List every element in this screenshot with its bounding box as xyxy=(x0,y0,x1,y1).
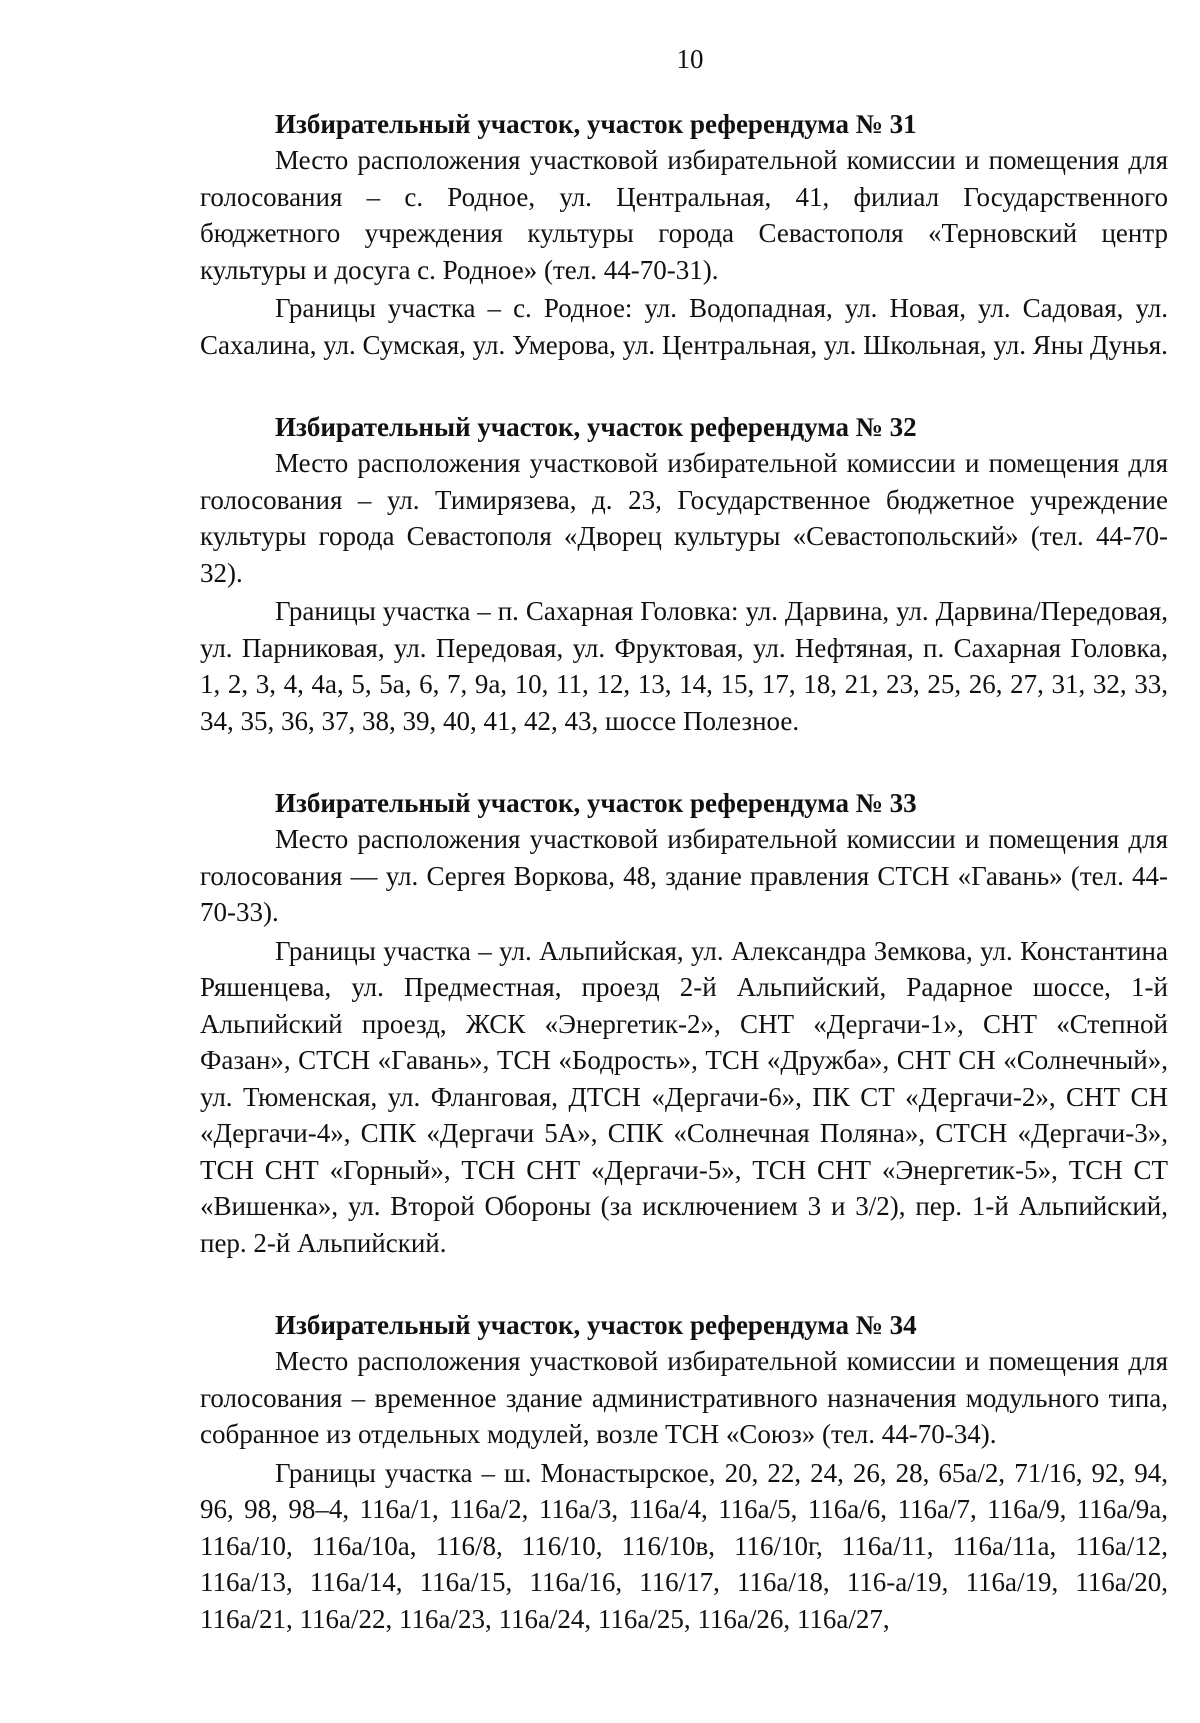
boundaries-paragraph: Границы участка – п. Сахарная Головка: ул. Дарвина, ул. Дарвина/Передовая, ул. Парниковая, ул. Передовая, ул. Фруктовая, ул. Нефтяная, п. Сахарная Головка, 1, 2, 3, 4, 4а, 5, 5а, 6, 7, 9а, 10, 11, 12, 13, 14, 15, 17, 18, 21, 23, 25, 26, 27, 31, 32, 33, 34, 35, 36, 37, 38, 39, 40, 41, 42, 43, шоссе Полезное. xyxy=(200,596,1168,736)
location-paragraph: Место расположения участковой избирательной комиссии и помещения для голосования – временное здание административного назначения модульного типа, собранное из отдельных модулей, возле ТСН «Союз» (тел. 44-70-34). xyxy=(200,1346,1168,1449)
section-title: Избирательный участок, участок референдума № 34 xyxy=(275,1310,917,1340)
polling-station-33 xyxy=(200,785,1168,1261)
polling-station-31 xyxy=(200,106,1168,363)
location-paragraph: Место расположения участковой избирательной комиссии и помещения для голосования — ул. Сергея Воркова, 48, здание правления СТСН «Гавань» (тел. 44-70-33). xyxy=(200,824,1168,927)
boundaries-paragraph: Границы участка – с. Родное: ул. Водопадная, ул. Новая, ул. Садовая, ул. Сахалина, ул. Сумская, ул. Умерова, ул. Центральная, ул. Школьная, ул. Яны Дунья. xyxy=(200,293,1168,360)
boundaries-paragraph: Границы участка – ул. Альпийская, ул. Александра Земкова, ул. Константина Ряшенцева, ул. Предместная, проезд 2-й Альпийский, Радарное шоссе, 1-й Альпийский проезд, ЖСК «Энергетик-2», СНТ «Дергачи-1», СНТ «Степной Фазан», СТСН «Гавань», ТСН «Бодрость», ТСН «Дружба», СНТ СН «Солнечный», ул. Тюменская, ул. Фланговая, ДТСН «Дергачи-6», ПК СТ «Дергачи-2», СНТ СН «Дергачи-4», СПК «Дергачи 5А», СПК «Солнечная Поляна», СТСН «Дергачи-3», ТСН СНТ «Горный», ТСН СНТ «Дергачи-5», ТСН СНТ «Энергетик-5», ТСН СТ «Вишенка», ул. Второй Обороны (за исключением 3 и 3/2), пер. 1-й Альпийский, пер. 2-й Альпийский. xyxy=(200,935,1168,1258)
document-body xyxy=(200,106,1168,1683)
location-paragraph: Место расположения участковой избирательной комиссии и помещения для голосования – ул. Тимирязева, д. 23, Государственное бюджетное учреждение культуры города Севастополя «Дворец культуры «Севастопольский» (тел. 44-70-32). xyxy=(200,448,1168,588)
boundaries-paragraph: Границы участка – ш. Монастырское, 20, 22, 24, 26, 28, 65а/2, 71/16, 92, 94, 96, 98, 98–4, 116а/1, 116а/2, 116а/3, 116а/4, 116а/5, 116а/6, 116а/7, 116а/9, 116а/9а, 116а/10, 116а/10а, 116/8, 116/10, 116/10в, 116/10г, 116а/11, 116а/11а, 116а/12, 116а/13, 116а/14, 116а/15, 116а/16, 116/17, 116а/18, 116-а/19, 116а/19, 116а/20, 116а/21, 116а/22, 116а/23, 116а/24, 116а/25, 116а/26, 116а/27, xyxy=(200,1457,1168,1634)
section-title: Избирательный участок, участок референдума № 33 xyxy=(275,788,917,818)
page-number: 10 xyxy=(676,44,704,74)
polling-station-32 xyxy=(200,409,1168,739)
section-title: Избирательный участок, участок референдума № 31 xyxy=(275,109,917,139)
polling-station-34 xyxy=(200,1307,1168,1637)
section-title: Избирательный участок, участок референдума № 32 xyxy=(275,412,917,442)
location-paragraph: Место расположения участковой избирательной комиссии и помещения для голосования – с. Родное, ул. Центральная, 41, филиал Государственного бюджетного учреждения культуры города Севастополя «Терновский центр культуры и досуга с. Родное» (тел. 44-70-31). xyxy=(200,145,1168,285)
